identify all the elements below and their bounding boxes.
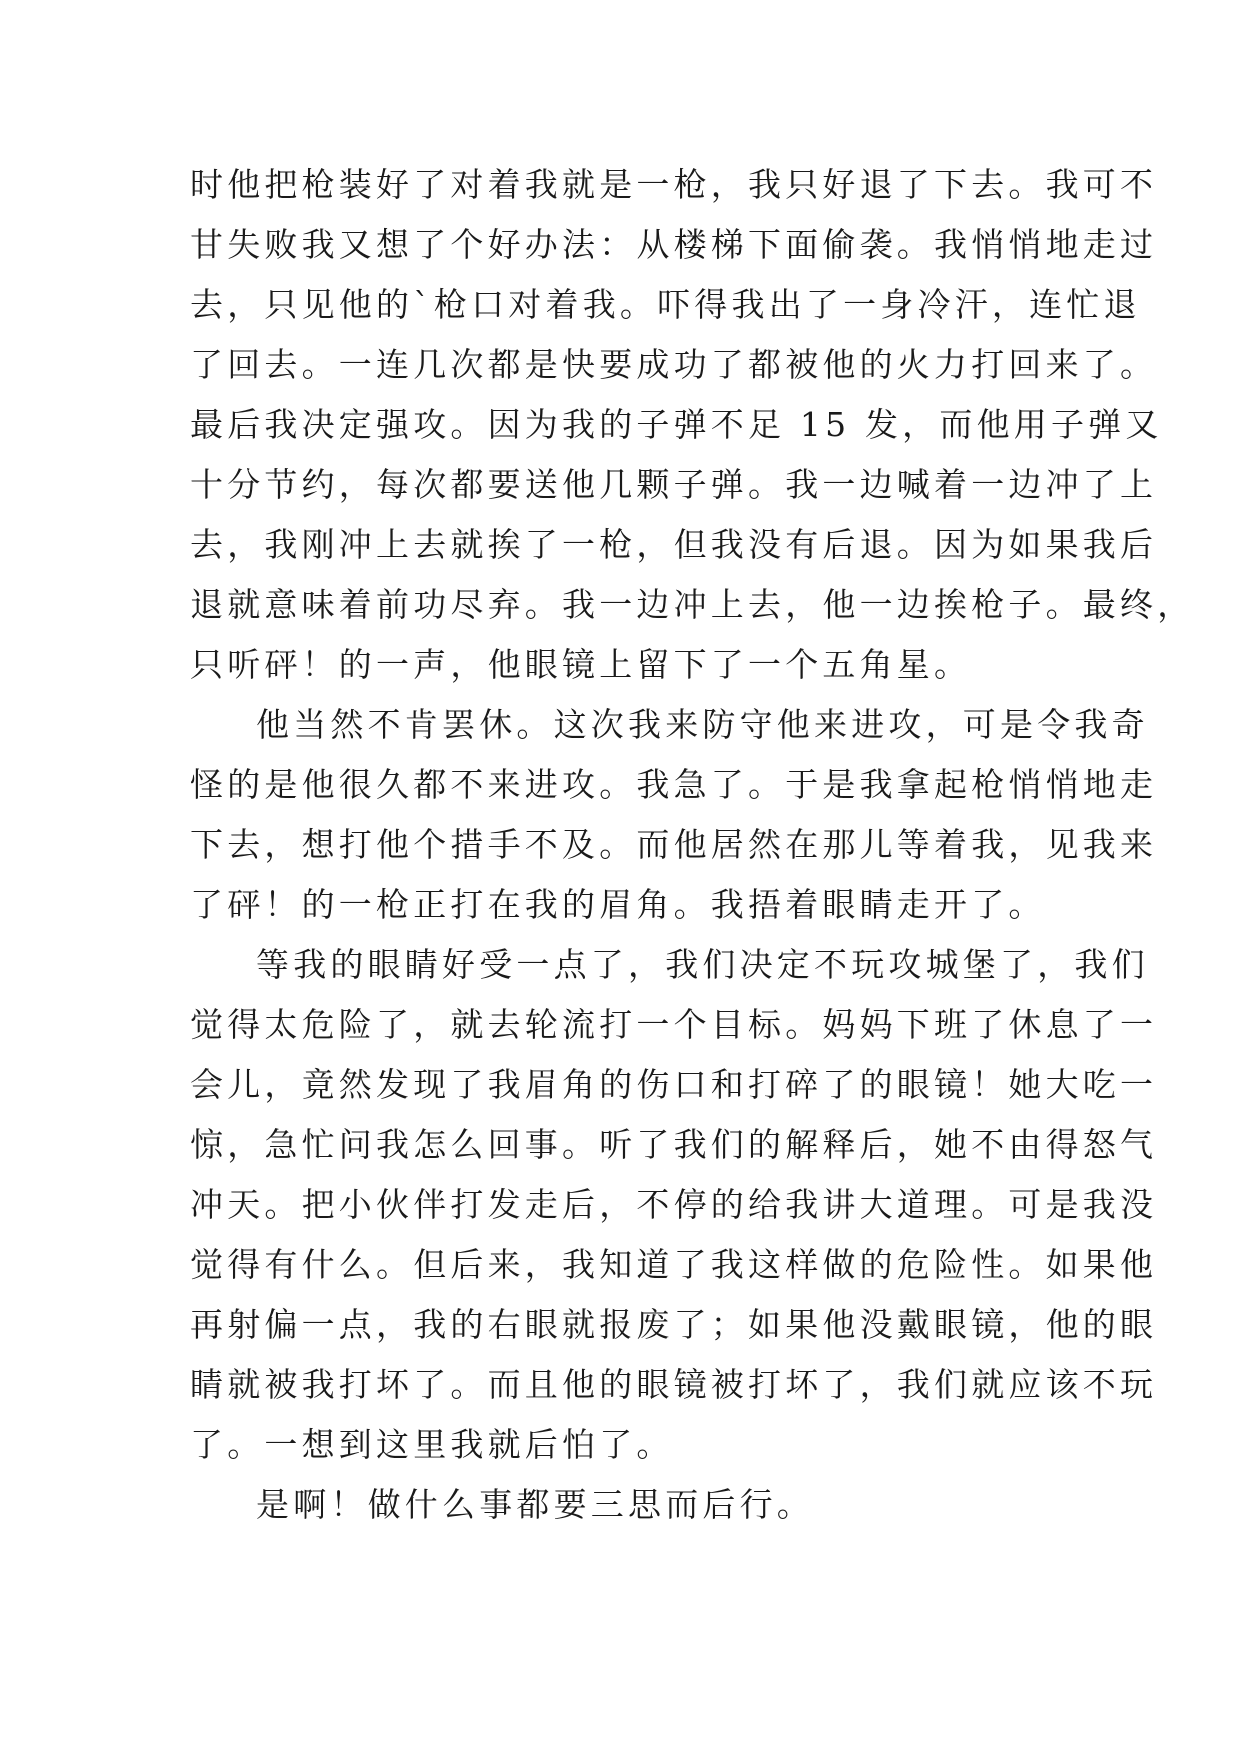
- paragraph-first-line: 他当然不肯罢休。这次我来防守他来进攻，可是令我奇: [256, 705, 1149, 744]
- text-line: 去，我刚冲上去就挨了一枪，但我没有后退。因为如果我后: [190, 525, 1158, 564]
- text-line: 会儿，竟然发现了我眉角的伤口和打碎了的眼镜！她大吃一: [190, 1065, 1158, 1104]
- text-line: 时他把枪装好了对着我就是一枪，我只好退了下去。我可不: [190, 165, 1158, 204]
- text-line: 睛就被我打坏了。而且他的眼镜被打坏了，我们就应该不玩: [190, 1365, 1158, 1404]
- text-line: 了。一想到这里我就后怕了。: [190, 1425, 674, 1464]
- text-line: 惊，急忙问我怎么回事。听了我们的解释后，她不由得怒气: [190, 1125, 1158, 1164]
- text-line: 冲天。把小伙伴打发走后，不停的给我讲大道理。可是我没: [190, 1185, 1158, 1224]
- paragraph-first-line: 是啊！做什么事都要三思而后行。: [256, 1485, 814, 1524]
- text-line: 觉得有什么。但后来，我知道了我这样做的危险性。如果他: [190, 1245, 1158, 1284]
- paragraph-first-line: 等我的眼睛好受一点了，我们决定不玩攻城堡了，我们: [256, 945, 1149, 984]
- text-line: 最后我决定强攻。因为我的子弹不足 15 发，而他用子弹又: [190, 405, 1163, 444]
- text-line: 了砰！的一枪正打在我的眉角。我捂着眼睛走开了。: [190, 885, 1046, 924]
- text-line: 觉得太危险了，就去轮流打一个目标。妈妈下班了休息了一: [190, 1005, 1158, 1044]
- document-body: [190, 155, 1195, 1535]
- text-line: 只听砰！的一声，他眼镜上留下了一个五角星。: [190, 645, 972, 684]
- text-line: 怪的是他很久都不来进攻。我急了。于是我拿起枪悄悄地走: [190, 765, 1158, 804]
- text-line: 下去，想打他个措手不及。而他居然在那儿等着我，见我来: [190, 825, 1158, 864]
- text-line: 了回去。一连几次都是快要成功了都被他的火力打回来了。: [190, 345, 1158, 384]
- text-line: 甘失败我又想了个好办法：从楼梯下面偷袭。我悄悄地走过: [190, 225, 1158, 264]
- text-line: 退就意味着前功尽弃。我一边冲上去，他一边挨枪子。最终，: [190, 585, 1195, 624]
- text-line: 再射偏一点，我的右眼就报废了；如果他没戴眼镜，他的眼: [190, 1305, 1158, 1344]
- text-line: 十分节约，每次都要送他几颗子弹。我一边喊着一边冲了上: [190, 465, 1158, 504]
- text-line: 去，只见他的`枪口对着我。吓得我出了一身冷汗，连忙退: [190, 285, 1141, 324]
